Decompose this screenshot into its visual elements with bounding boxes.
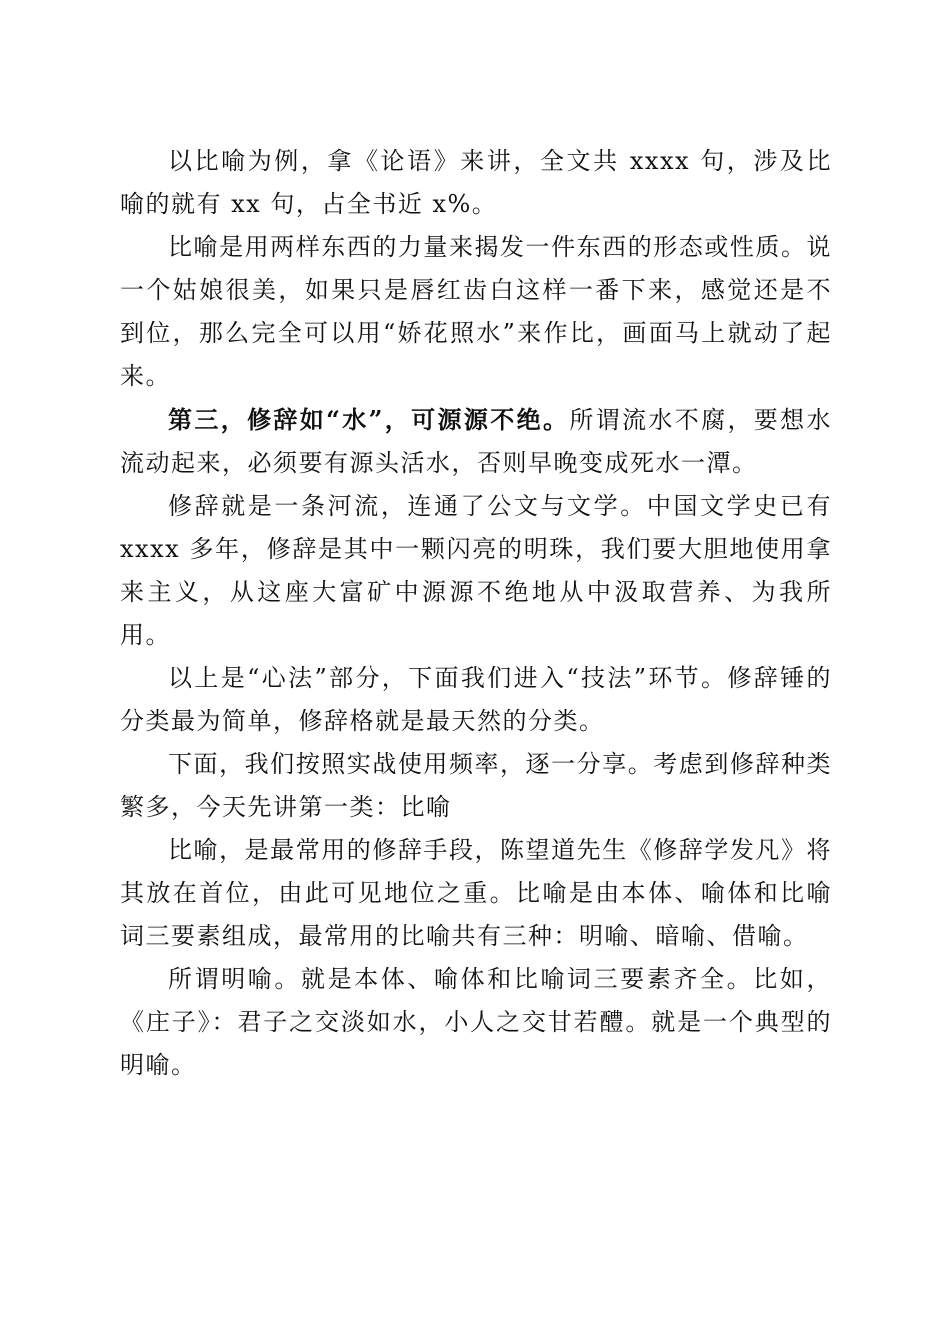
- document-body: [120, 140, 832, 1087]
- paragraph-text: 以上是“心法”部分，下面我们进入“技法”环节。修辞锤的分类最为简单，修辞格就是最天然的分类。: [120, 664, 832, 735]
- paragraph-6: [120, 743, 832, 829]
- paragraph-2: [120, 226, 832, 398]
- paragraph-8: [120, 958, 832, 1087]
- paragraph-text: 下面，我们按照实战使用频率，逐一分享。考虑到修辞种类繁多，今天先讲第一类：比喻: [120, 750, 832, 821]
- paragraph-4: [120, 485, 832, 657]
- paragraph-text: 所谓流水不腐，要想水流动起来，必须要有源头活水，否则早晚变成死水一潭。: [120, 406, 833, 477]
- paragraph-text: 所谓明喻。就是本体、喻体和比喻词三要素齐全。比如，《庄子》：君子之交淡如水，小人之交甘若醴。就是一个典型的明喻。: [120, 965, 832, 1079]
- paragraph-text: 比喻，是最常用的修辞手段，陈望道先生《修辞学发凡》将其放在首位，由此可见地位之重。比喻是由本体、喻体和比喻词三要素组成，最常用的比喻共有三种：明喻、暗喻、借喻。: [120, 836, 832, 950]
- paragraph-1: [120, 140, 832, 226]
- paragraph-3: [120, 398, 832, 485]
- paragraph-text: 以比喻为例，拿《论语》来讲，全文共 xxxx 句，涉及比喻的就有 xx 句，占全书近 x%。: [120, 147, 832, 218]
- paragraph-text: 比喻是用两样东西的力量来揭发一件东西的形态或性质。说一个姑娘很美，如果只是唇红齿白这样一番下来，感觉还是不到位，那么完全可以用“娇花照水”来作比，画面马上就动了起来。: [120, 233, 832, 390]
- bold-lead-sentence: 第三，修辞如“水”，可源源不绝。: [168, 405, 570, 434]
- paragraph-7: [120, 829, 832, 958]
- paragraph-text: 修辞就是一条河流，连通了公文与文学。中国文学史已有 xxxx 多年，修辞是其中一颗闪亮的明珠，我们要大胆地使用拿来主义，从这座大富矿中源源不绝地从中汲取营养、为我所用。: [120, 492, 832, 649]
- paragraph-5: [120, 657, 832, 743]
